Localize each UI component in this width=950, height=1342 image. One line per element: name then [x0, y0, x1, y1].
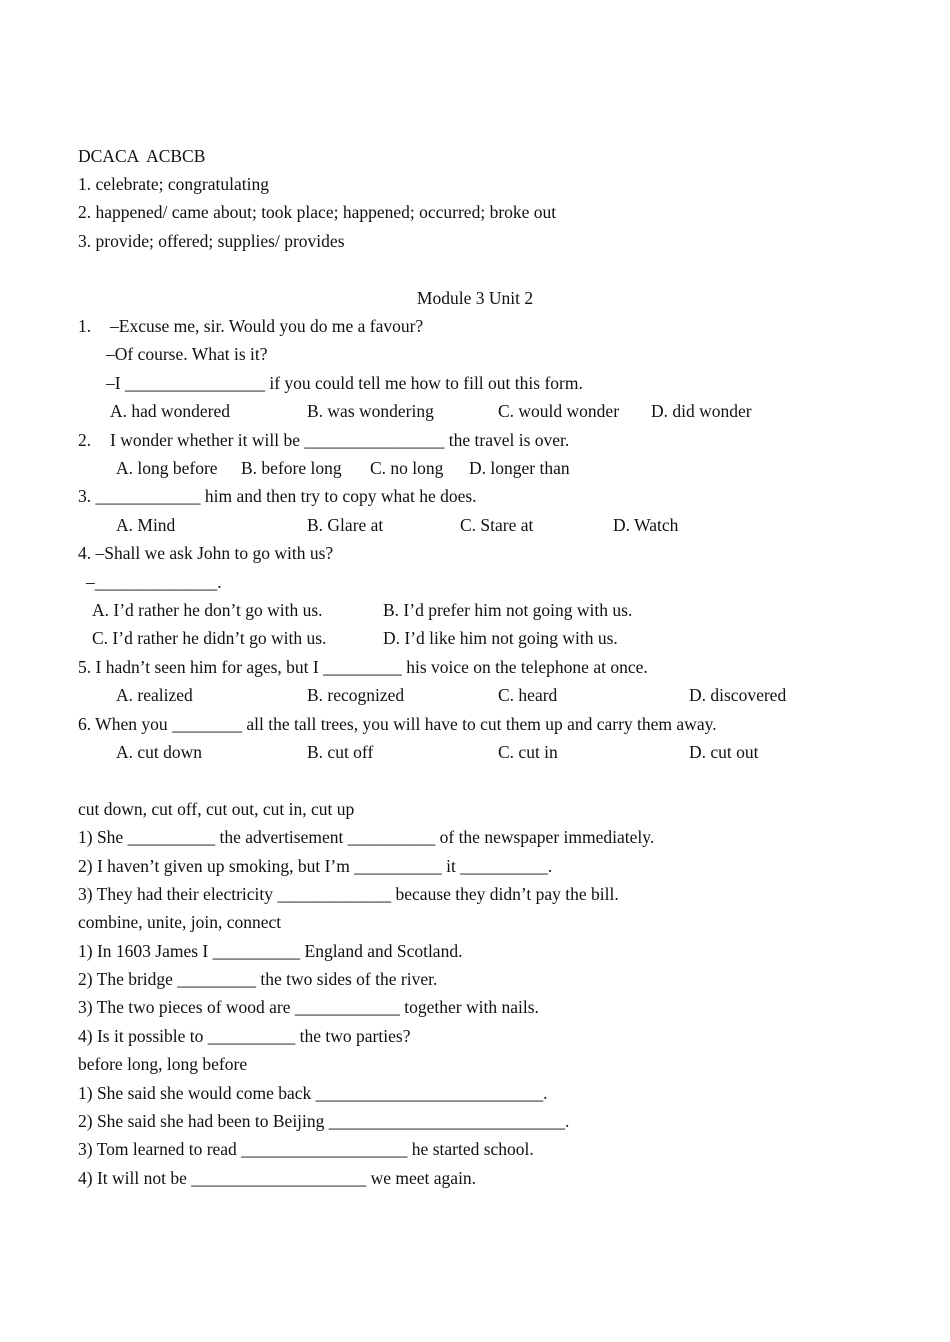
combine-group-header: combine, unite, join, connect	[78, 912, 282, 932]
section-title: Module 3 Unit 2	[416, 288, 534, 308]
answer-item-2: 2. happened/ came about; took place; happened; occurred; broke out	[78, 202, 557, 222]
q1-option-c: C. would wonder	[498, 401, 620, 421]
combine-item-3: 3) The two pieces of wood are ____________ together with nails.	[78, 997, 539, 1017]
q6-text: 6. When you ________ all the tall trees, you will have to cut them up and carry them away.	[78, 714, 717, 734]
q5-text: 5. I hadn’t seen him for ages, but I _________ his voice on the telephone at once.	[78, 657, 648, 677]
q3-option-a: A. Mind	[116, 515, 176, 535]
q2-text: I wonder whether it will be ________________ the travel is over.	[110, 430, 570, 450]
q4-option-a: A. I’d rather he don’t go with us.	[92, 600, 323, 620]
q5-option-a: A. realized	[116, 685, 193, 705]
combine-item-2: 2) The bridge _________ the two sides of the river.	[78, 969, 438, 989]
q5-option-c: C. heard	[498, 685, 558, 705]
q5-option-d: D. discovered	[689, 685, 787, 705]
q6-option-b: B. cut off	[307, 742, 374, 762]
q2-option-c: C. no long	[370, 458, 444, 478]
q2-number: 2.	[78, 430, 92, 450]
q4-option-c: C. I’d rather he didn’t go with us.	[92, 628, 327, 648]
q3-option-d: D. Watch	[613, 515, 679, 535]
q1-line-3: –I ________________ if you could tell me how to fill out this form.	[106, 373, 583, 393]
before-item-4: 4) It will not be ____________________ we meet again.	[78, 1168, 477, 1188]
q1-option-d: D. did wonder	[651, 401, 752, 421]
cut-item-2: 2) I haven’t given up smoking, but I’m __________ it __________.	[78, 856, 553, 876]
cut-group-header: cut down, cut off, cut out, cut in, cut up	[78, 799, 355, 819]
q2-option-d: D. longer than	[469, 458, 570, 478]
before-item-3: 3) Tom learned to read ___________________ he started school.	[78, 1139, 534, 1159]
before-item-1: 1) She said she would come back __________________________.	[78, 1083, 548, 1103]
q2-option-a: A. long before	[116, 458, 218, 478]
q4-text: 4. –Shall we ask John to go with us?	[78, 543, 334, 563]
q4-reply: –______________.	[86, 572, 222, 592]
q3-option-c: C. Stare at	[460, 515, 534, 535]
answer-item-3: 3. provide; offered; supplies/ provides	[78, 231, 345, 251]
q1-option-a: A. had wondered	[110, 401, 231, 421]
before-item-2: 2) She said she had been to Beijing ___________________________.	[78, 1111, 570, 1131]
answer-key: DCACA ACBCB	[78, 146, 206, 166]
combine-item-1: 1) In 1603 James I __________ England and Scotland.	[78, 941, 463, 961]
q3-option-b: B. Glare at	[307, 515, 384, 535]
q6-option-d: D. cut out	[689, 742, 759, 762]
q5-option-b: B. recognized	[307, 685, 405, 705]
q1-line-2: –Of course. What is it?	[106, 344, 268, 364]
q1-option-b: B. was wondering	[307, 401, 434, 421]
cut-item-3: 3) They had their electricity _____________ because they didn’t pay the bill.	[78, 884, 619, 904]
q1-line-1: –Excuse me, sir. Would you do me a favour?	[110, 316, 424, 336]
q4-option-b: B. I’d prefer him not going with us.	[383, 600, 633, 620]
cut-item-1: 1) She __________ the advertisement __________ of the newspaper immediately.	[78, 827, 655, 847]
q2-option-b: B. before long	[241, 458, 342, 478]
q6-option-c: C. cut in	[498, 742, 558, 762]
combine-item-4: 4) Is it possible to __________ the two parties?	[78, 1026, 411, 1046]
before-group-header: before long, long before	[78, 1054, 248, 1074]
q1-number: 1.	[78, 316, 92, 336]
q3-text: 3. ____________ him and then try to copy what he does.	[78, 486, 477, 506]
q4-option-d: D. I’d like him not going with us.	[383, 628, 618, 648]
q6-option-a: A. cut down	[116, 742, 203, 762]
answer-item-1: 1. celebrate; congratulating	[78, 174, 269, 194]
